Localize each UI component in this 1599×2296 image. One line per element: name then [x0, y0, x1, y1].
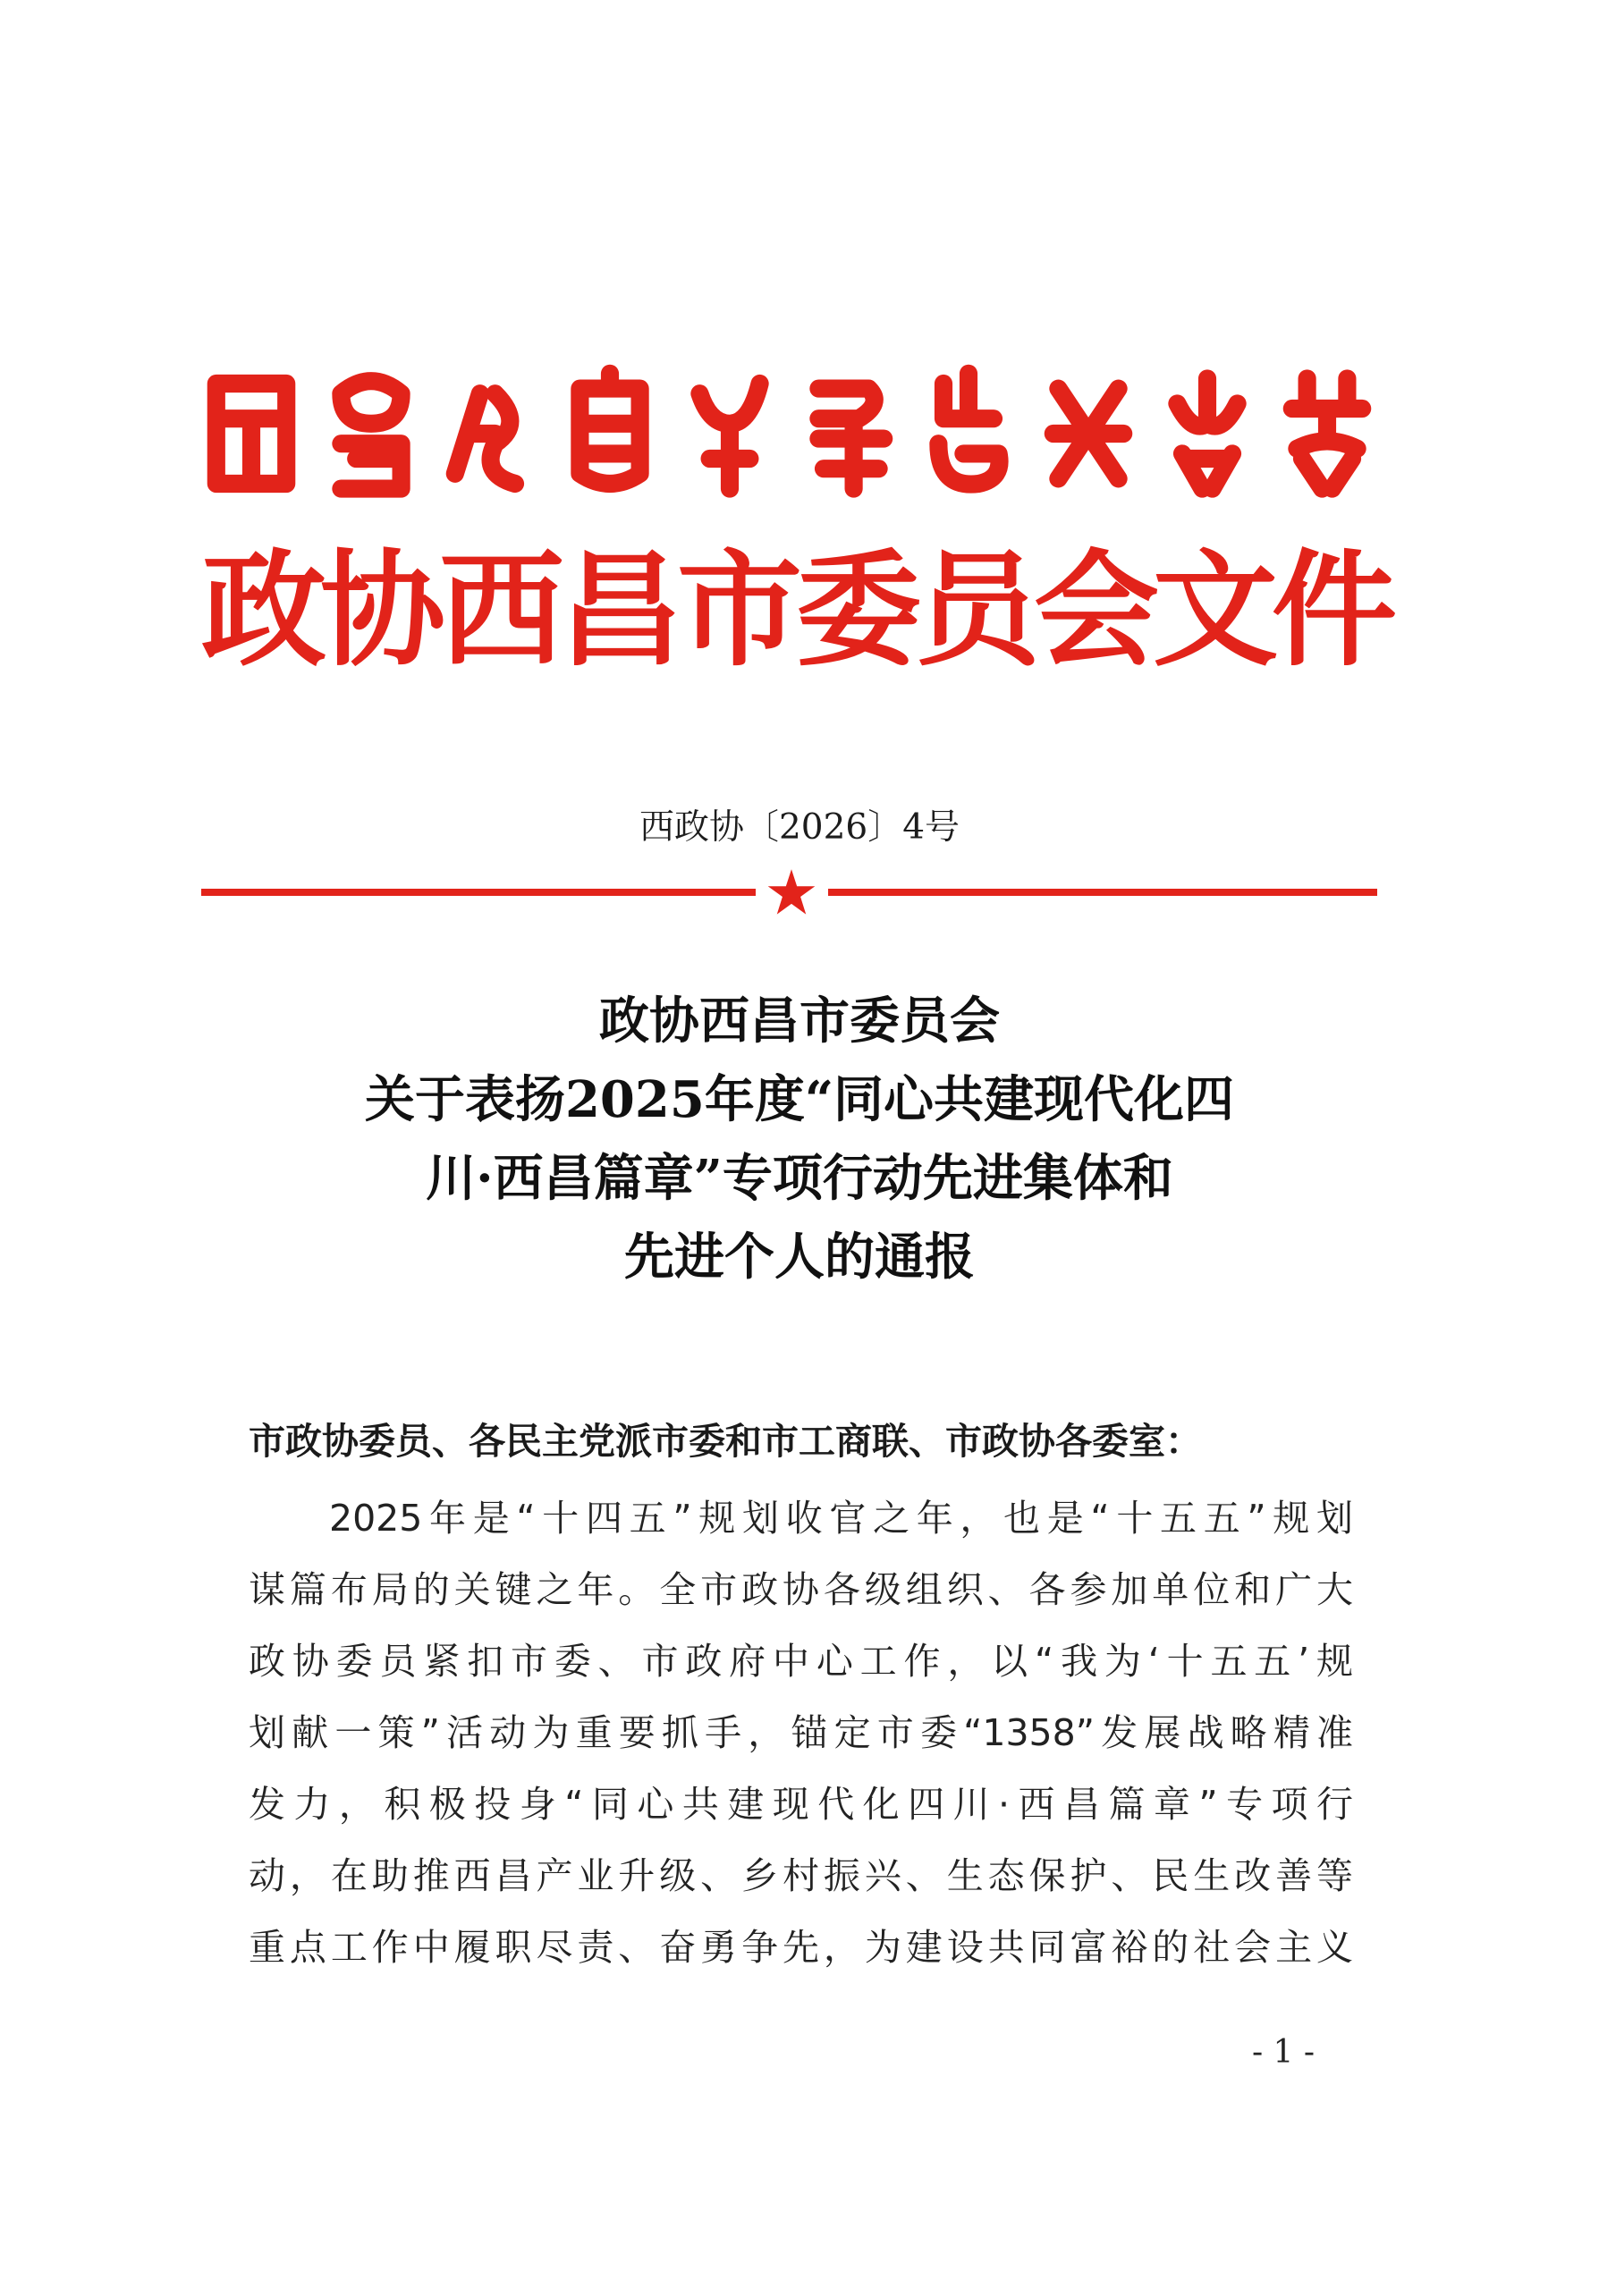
- title-line: 川·西昌篇章”专项行动先进集体和: [426, 1149, 1173, 1208]
- red-rule-left: [201, 889, 756, 896]
- body-line: 划献一策”活动为重要抓手，锚定市委“1358”发展战略精准: [249, 1711, 1353, 1754]
- body-line: 2025年是“十四五”规划收官之年，也是“十五五”规划: [329, 1497, 1353, 1540]
- yi-glyph-3: [440, 362, 540, 505]
- body-line: 政协委员紧扣市委、市政府中心工作，以“我为‘十五五’规: [249, 1640, 1353, 1683]
- title-line: 政协西昌市委员会: [599, 992, 1000, 1051]
- body-line: 重点工作中履职尽责、奋勇争先，为建设共同富裕的社会主义: [249, 1926, 1353, 1969]
- yi-script-title: [201, 358, 1377, 510]
- yi-glyph-9: [1157, 362, 1257, 505]
- yi-glyph-4: [560, 362, 660, 505]
- yi-glyph-8: [1038, 362, 1138, 505]
- yi-glyph-10: [1277, 362, 1377, 505]
- title-line: 关于表扬2025年度“同心共建现代化四: [364, 1070, 1235, 1129]
- yi-glyph-1: [201, 362, 301, 505]
- page-number: - 1 -: [1251, 2034, 1316, 2071]
- body-line: 发力，积极投身“同心共建现代化四川·西昌篇章”专项行: [249, 1783, 1353, 1826]
- body-line: 谋篇布局的关键之年。全市政协各级组织、各参加单位和广大: [249, 1568, 1353, 1611]
- yi-glyph-5: [680, 362, 780, 505]
- document-title: [0, 982, 1599, 1296]
- salutation: 市政协委员、各民主党派市委和市工商联、市政协各委室：: [249, 1420, 1202, 1463]
- body-line: 动，在助推西昌产业升级、乡村振兴、生态保护、民生改善等: [249, 1854, 1353, 1897]
- red-rule-right: [828, 889, 1377, 896]
- title-line: 先进个人的通报: [624, 1228, 975, 1287]
- yi-glyph-6: [799, 362, 899, 505]
- yi-glyph-2: [321, 362, 421, 505]
- document-masthead: 政协西昌市委员会文件: [201, 537, 1392, 684]
- document-number: 西政协〔2026〕4号: [639, 807, 960, 848]
- body-text: [249, 1482, 1353, 1983]
- yi-glyph-7: [918, 362, 1019, 505]
- red-star-icon: [766, 867, 816, 917]
